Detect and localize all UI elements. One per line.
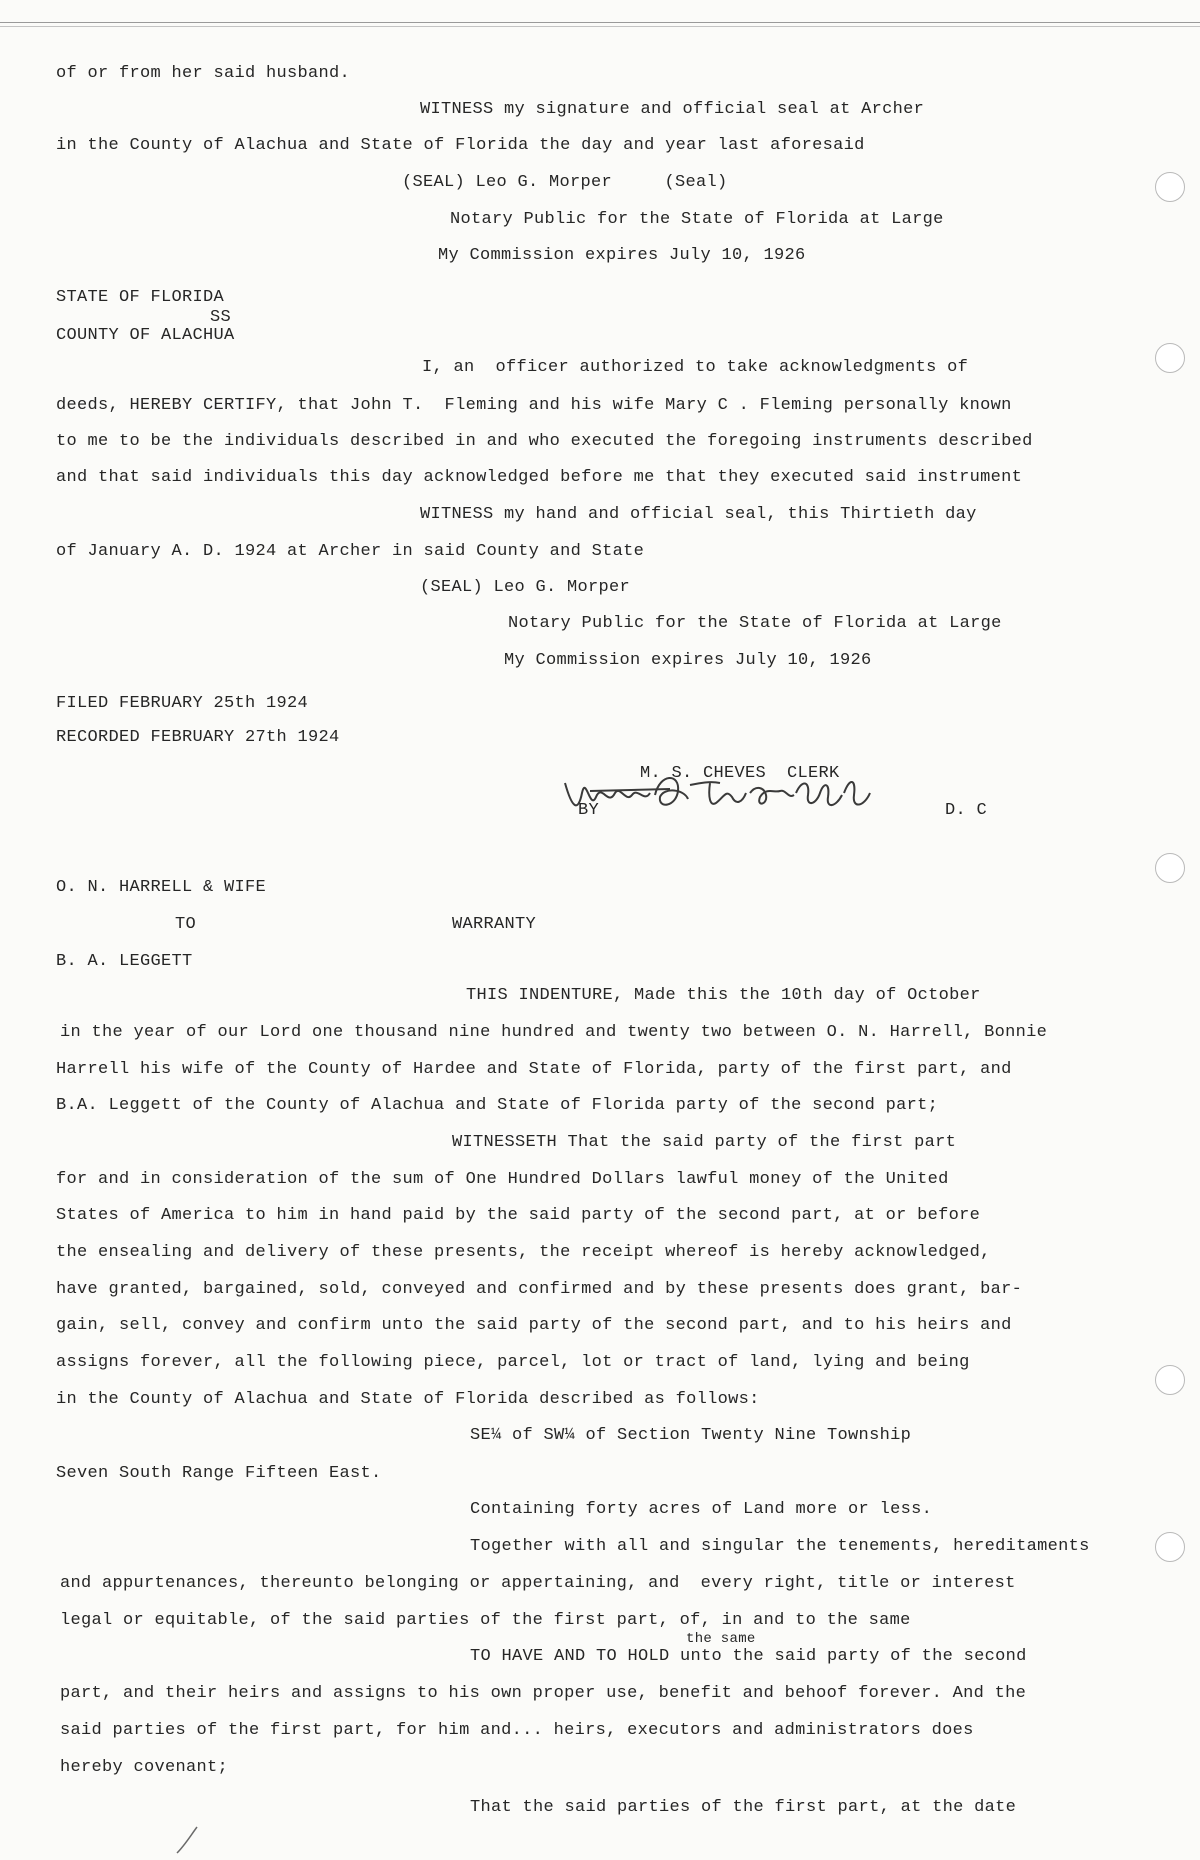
text-line: gain, sell, convey and confirm unto the said party of the second part, and to his heirs and xyxy=(56,1316,1012,1335)
text-line: I, an officer authorized to take acknowledgments of xyxy=(422,358,969,377)
text-line: to me to be the individuals described in and who executed the foregoing instruments described xyxy=(56,432,1033,451)
text-line: and appurtenances, thereunto belonging or appertaining, and every right, title or interest xyxy=(60,1574,1016,1593)
top-rule xyxy=(0,22,1200,27)
text-line: (SEAL) Leo G. Morper xyxy=(420,578,631,597)
text-line: the ensealing and delivery of these presents, the receipt whereof is hereby acknowledged, xyxy=(56,1243,991,1262)
text-line: B. A. LEGGETT xyxy=(56,952,193,971)
text-line: and that said individuals this day acknowledged before me that they executed said instrument xyxy=(56,468,1023,487)
text-line: in the year of our Lord one thousand nine hundred and twenty two between O. N. Harrell, Bonnie xyxy=(60,1023,1048,1042)
text-line: My Commission expires July 10, 1926 xyxy=(438,246,806,265)
text-line: (SEAL) Leo G. Morper (Seal) xyxy=(402,173,728,192)
text-line: part, and their heirs and assigns to his own proper use, benefit and behoof forever. And the xyxy=(60,1684,1027,1703)
text-line: in the County of Alachua and State of Florida described as follows: xyxy=(56,1390,760,1409)
text-line: WARRANTY xyxy=(452,915,537,934)
text-line: FILED FEBRUARY 25th 1924 xyxy=(56,694,309,713)
text-line: States of America to him in hand paid by the said party of the second part, at or before xyxy=(56,1206,981,1225)
text-line: Containing forty acres of Land more or less. xyxy=(470,1500,933,1519)
text-line: COUNTY OF ALACHUA xyxy=(56,326,235,345)
text-line: WITNESS my hand and official seal, this Thirtieth day xyxy=(420,505,977,524)
text-line: TO HAVE AND TO HOLD unto the said party of the second xyxy=(470,1647,1027,1666)
text-line: Notary Public for the State of Florida at Large xyxy=(450,210,944,229)
text-line: That the said parties of the first part, at the date xyxy=(470,1798,1017,1817)
text-line: SE¼ of SW¼ of Section Twenty Nine Township xyxy=(470,1426,912,1445)
text-line: B.A. Leggett of the County of Alachua and State of Florida party of the second part; xyxy=(56,1096,939,1115)
text-line: WITNESSETH That the said party of the first part xyxy=(452,1133,957,1152)
text-line: Together with all and singular the tenements, hereditaments xyxy=(470,1537,1090,1556)
punch-hole xyxy=(1155,172,1185,202)
text-line: deeds, HEREBY CERTIFY, that John T. Fleming and his wife Mary C . Fleming personally known xyxy=(56,396,1012,415)
text-line: SS xyxy=(210,308,232,327)
interlineation: the same xyxy=(686,1631,756,1647)
text-line: BY xyxy=(578,801,600,820)
clerk-signature xyxy=(560,763,890,823)
text-line: hereby covenant; xyxy=(60,1758,229,1777)
text-line: said parties of the first part, for him and... heirs, executors and administrators does xyxy=(60,1721,974,1740)
punch-hole xyxy=(1155,1532,1185,1562)
text-line: Harrell his wife of the County of Hardee and State of Florida, party of the first part, and xyxy=(56,1060,1012,1079)
text-line: in the County of Alachua and State of Florida the day and year last aforesaid xyxy=(56,136,865,155)
text-line: O. N. HARRELL & WIFE xyxy=(56,878,267,897)
text-line: for and in consideration of the sum of One Hundred Dollars lawful money of the United xyxy=(56,1170,949,1189)
text-line: have granted, bargained, sold, conveyed and confirmed and by these presents does grant, bar- xyxy=(56,1280,1023,1299)
text-line: WITNESS my signature and official seal at Archer xyxy=(420,100,925,119)
punch-hole xyxy=(1155,343,1185,373)
punch-hole xyxy=(1155,853,1185,883)
text-line: STATE OF FLORIDA xyxy=(56,288,225,307)
clerk-name: M. S. CHEVES CLERK xyxy=(640,764,840,783)
text-line: assigns forever, all the following piece, parcel, lot or tract of land, lying and being xyxy=(56,1353,970,1372)
text-line: D. C xyxy=(945,801,988,820)
punch-hole xyxy=(1155,1365,1185,1395)
text-line: Seven South Range Fifteen East. xyxy=(56,1464,382,1483)
text-line: legal or equitable, of the said parties of the first part, of, in and to the same xyxy=(60,1611,911,1630)
text-line: THIS INDENTURE, Made this the 10th day of October xyxy=(466,986,981,1005)
text-line: My Commission expires July 10, 1926 xyxy=(504,651,872,670)
text-line: of January A. D. 1924 at Archer in said County and State xyxy=(56,542,645,561)
text-line: of or from her said husband. xyxy=(56,64,351,83)
text-line: TO xyxy=(175,915,197,934)
text-line: RECORDED FEBRUARY 27th 1924 xyxy=(56,728,340,747)
stray-pen-mark xyxy=(175,1825,215,1855)
text-line: Notary Public for the State of Florida at Large xyxy=(508,614,1002,633)
